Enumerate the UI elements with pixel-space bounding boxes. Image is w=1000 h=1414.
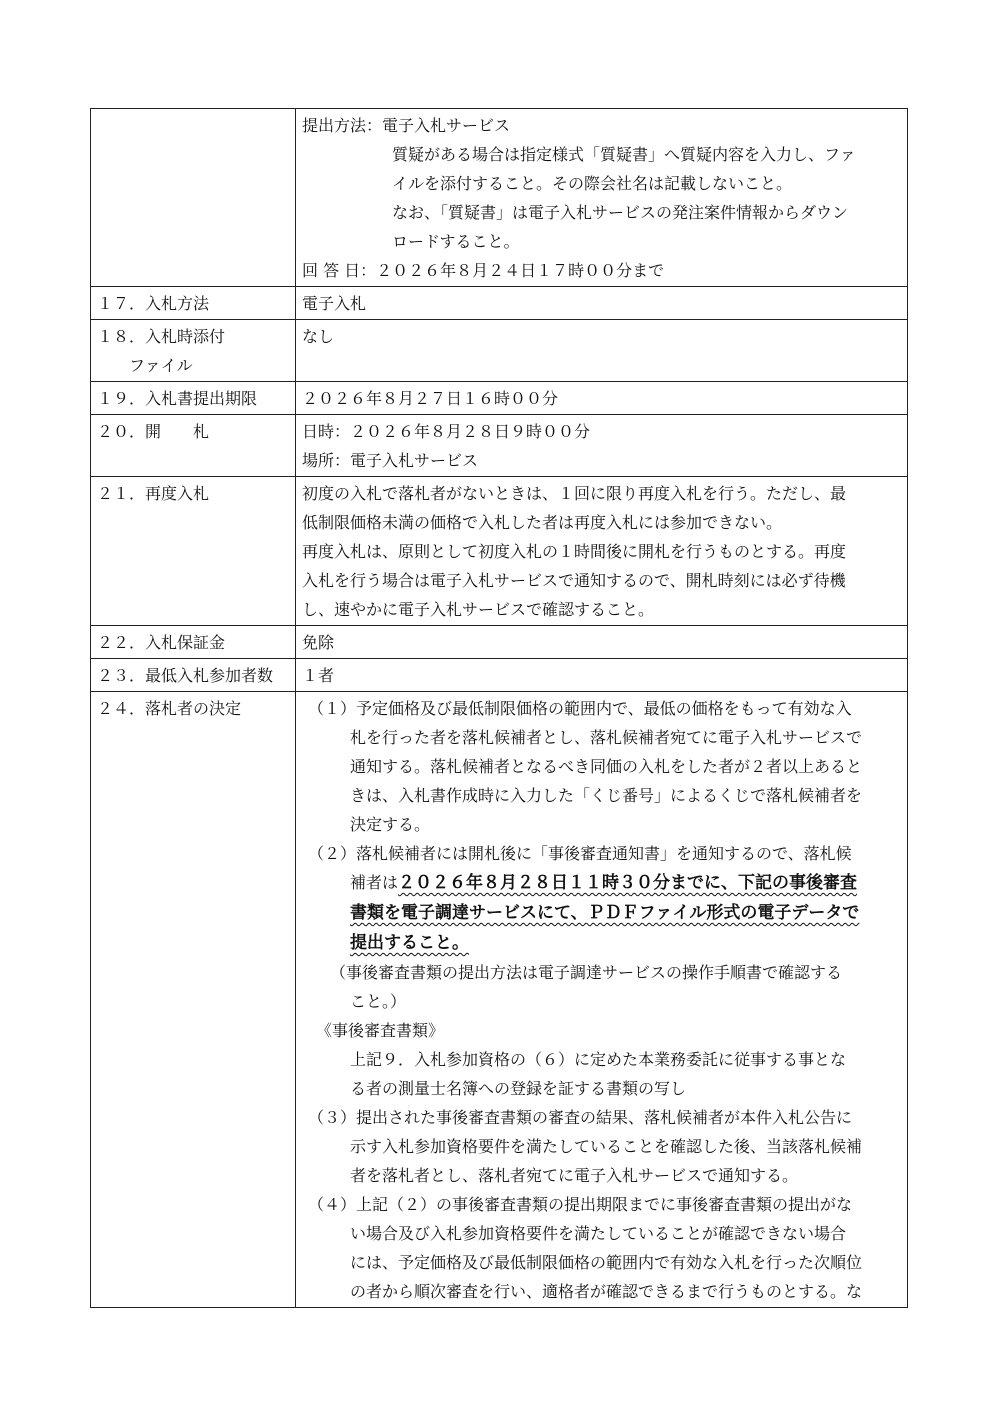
row-22 xyxy=(91,626,908,659)
row-value xyxy=(296,109,908,287)
emphasized-deadline: ２０２６年８月２８日１１時３０分までに、下記の事後審査 xyxy=(398,873,858,893)
row-value xyxy=(296,382,908,415)
text-line: には、予定価格及び最低制限価格の範囲内で有効な入札を行った次順位 xyxy=(350,1253,863,1272)
text-line: 提出方法：電子入札サービス xyxy=(302,116,511,135)
row-label: １７．入札方法 xyxy=(91,287,296,320)
text-line: 決定する。 xyxy=(350,815,431,834)
row-value xyxy=(296,626,908,659)
text-line: 場所：電子入札サービス xyxy=(302,451,479,470)
text-line: ロードすること。 xyxy=(392,232,520,251)
text-line: 電子入札 xyxy=(302,294,367,313)
text-line: （１）予定価格及び最低制限価格の範囲内で、最低の価格をもって有効な入 xyxy=(308,699,852,718)
text-line: （２）落札候補者には開札後に「事後審査通知書」を通知するので、落札候 xyxy=(308,844,852,863)
text-line: 入札を行う場合は電子入札サービスで通知するので、開札時刻には必ず待機 xyxy=(302,571,846,590)
text-line: ２０２６年８月２７日１６時００分 xyxy=(302,389,559,408)
row-value xyxy=(296,415,908,477)
emphasized-deadline: 書類を電子調達サービスにて、ＰＤＦファイル形式の電子データで xyxy=(350,903,860,923)
row-value xyxy=(296,692,908,1308)
text-line: い場合及び入札参加資格要件を満たしていることが確認できない場合 xyxy=(350,1224,847,1243)
text-line: 札を行った者を落札候補者とし、落札候補者宛てに電子入札サービスで xyxy=(350,728,863,747)
text-line: 通知する。落札候補者となるべき同価の入札をした者が２者以上あると xyxy=(350,757,863,776)
text-line: 免除 xyxy=(302,633,335,652)
row-label: ２３．最低入札参加者数 xyxy=(91,659,296,692)
text-line: きは、入札書作成時に入力した「くじ番号」によるくじで落札候補者を xyxy=(350,786,863,805)
row-value xyxy=(296,287,908,320)
emphasized-deadline: 提出すること。 xyxy=(350,933,469,953)
text-line xyxy=(302,868,901,898)
row-label xyxy=(91,109,296,287)
row-label: ２０．開 札 xyxy=(91,415,296,477)
row-20 xyxy=(91,415,908,477)
text-line: なお、「質疑書」は電子入札サービスの発注案件情報からダウン xyxy=(392,203,849,222)
row-label: ２１．再度入札 xyxy=(91,477,296,626)
text-line: （事後審査書類の提出方法は電子調達サービスの操作手順書で確認する xyxy=(330,963,843,982)
text-line: 《事後審査書類》 xyxy=(316,1021,445,1040)
text-line: の者から順次審査を行い、適格者が確認できるまで行うものとする。な xyxy=(350,1282,863,1301)
text-line: 低制限価格未満の価格で入札した者は再度入札には参加できない。 xyxy=(302,513,783,532)
text-line: 回 答 日：２０２６年８月２４日１７時００分まで xyxy=(302,261,665,280)
text-line: 初度の入札で落札者がないときは、１回に限り再度入札を行う。ただし、最 xyxy=(302,484,847,503)
row-value xyxy=(296,477,908,626)
text-line: 示す入札参加資格要件を満たしていることを確認した後、当該落札候補 xyxy=(350,1137,863,1156)
text-line: し、速やかに電子入札サービスで確認すること。 xyxy=(302,600,655,619)
text-line: る者の測量士名簿への登録を証する書類の写し xyxy=(350,1079,687,1098)
row-label: １９．入札書提出期限 xyxy=(91,382,296,415)
text-line: 再度入札は、原則として初度入札の１時間後に開札を行うものとする。再度 xyxy=(302,542,847,561)
text-line: （３）提出された事後審査書類の審査の結果、落札候補者が本件入札公告に xyxy=(308,1108,853,1127)
text-line: イルを添付すること。その際会社名は記載しないこと。 xyxy=(392,174,793,193)
row-24 xyxy=(91,692,908,1308)
text-line: こと。） xyxy=(350,992,407,1011)
row-21 xyxy=(91,477,908,626)
text-line: １者 xyxy=(302,666,335,685)
row-18 xyxy=(91,320,908,382)
row-label: ２２．入札保証金 xyxy=(91,626,296,659)
text-line xyxy=(302,928,901,958)
row-label: １８．入札時添付 ファイル xyxy=(91,320,296,382)
text-fragment: 補者は xyxy=(350,873,399,892)
text-line: 質疑がある場合は指定様式「質疑書」へ質疑内容を入力し、ファ xyxy=(392,145,856,164)
text-line: 日時：２０２６年８月２８日９時００分 xyxy=(302,422,591,441)
row-19 xyxy=(91,382,908,415)
row-value xyxy=(296,320,908,382)
row-submission xyxy=(91,109,908,287)
text-line: （４）上記（２）の事後審査書類の提出期限までに事後審査書類の提出がな xyxy=(308,1195,853,1214)
text-line xyxy=(302,898,901,928)
text-line: なし xyxy=(302,327,335,346)
row-value xyxy=(296,659,908,692)
row-17 xyxy=(91,287,908,320)
text-line: 者を落札者とし、落札者宛てに電子入札サービスで通知する。 xyxy=(350,1166,799,1185)
row-label: ２４．落札者の決定 xyxy=(91,692,296,1308)
text-line: 上記９．入札参加資格の（６）に定めた本業務委託に従事する事とな xyxy=(350,1050,847,1069)
row-23 xyxy=(91,659,908,692)
specification-table xyxy=(90,108,908,1308)
